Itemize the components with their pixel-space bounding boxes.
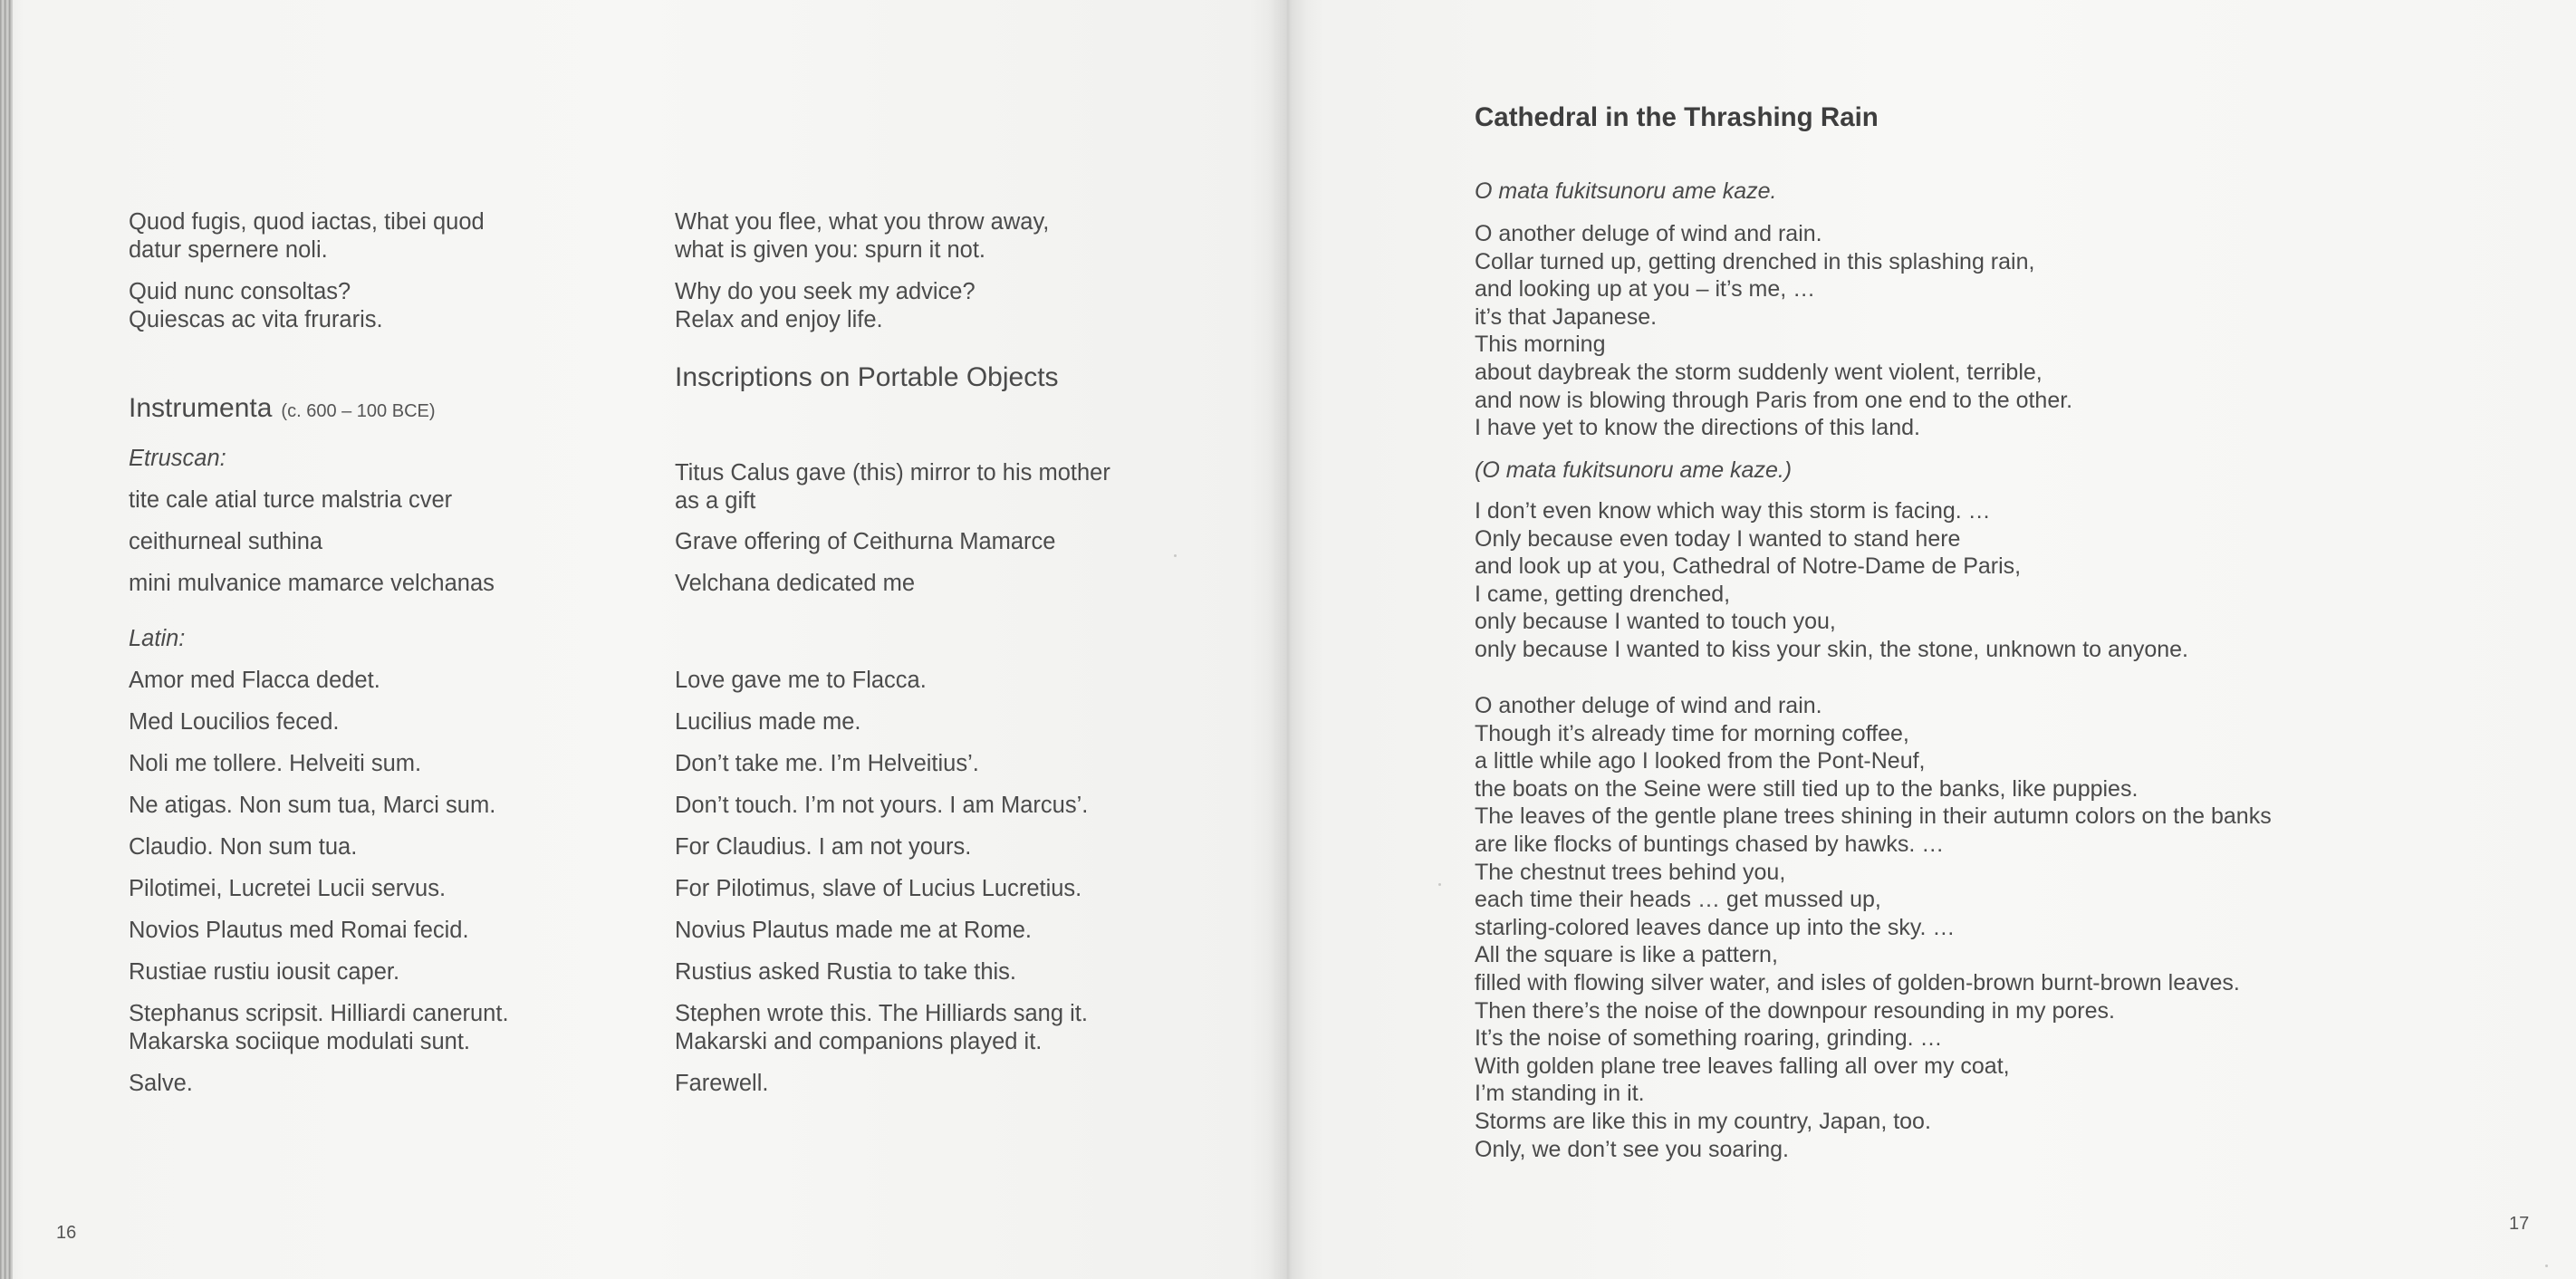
poem-line: Storms are like this in my country, Japan, too. [1475, 1108, 1931, 1134]
poem-line: each time their heads … get mussed up, [1475, 887, 1881, 913]
translation-line: Love gave me to Flacca. [675, 667, 927, 693]
translation-line: Rustius asked Rustia to take this. [675, 958, 1017, 985]
translation-line: Lucilius made me. [675, 708, 861, 735]
poem-line: about daybreak the storm suddenly went violent, terrible, [1475, 359, 2043, 385]
poem-stanza-1 [1475, 220, 2525, 442]
poem-line: I’m standing in it. [1475, 1081, 1645, 1107]
poem-line: With golden plane tree leaves falling all over my coat, [1475, 1053, 2010, 1079]
translation-quote-2: Why do you seek my advice? Relax and enjoy life. [675, 278, 976, 332]
poem-line: and look up at you, Cathedral of Notre-Dame de Paris, [1475, 553, 2022, 580]
paper-speck [1438, 883, 1441, 886]
etruscan-line: tite cale atial turce malstria cver [129, 486, 453, 513]
poem-line: and now is blowing through Paris from one end to the other. [1475, 387, 2073, 413]
translation-line: Titus Calus gave (this) mirror to his mother as a gift [675, 459, 1110, 514]
latin-line: Amor med Flacca dedet. [129, 667, 380, 693]
poem-line: O another deluge of wind and rain. [1475, 221, 1822, 246]
poem-line: are like flocks of buntings chased by hawks. … [1475, 831, 1945, 857]
latin-quote-2: Quid nunc consoltas? Quiescas ac vita fruraris. [129, 278, 383, 332]
poem-line: Only, we don’t see you soaring. [1475, 1136, 1789, 1162]
latin-line: Med Loucilios feced. [129, 708, 340, 735]
poem-line: it’s that Japanese. [1475, 303, 1658, 330]
page-gutter [1268, 0, 1308, 1279]
poem-line: The chestnut trees behind you, [1475, 859, 1786, 885]
translation-quote-1: What you flee, what you throw away, what is given you: spurn it not. [675, 208, 1050, 263]
poem-line: O another deluge of wind and rain. [1475, 693, 1822, 718]
translation-line: Novius Plautus made me at Rome. [675, 917, 1033, 943]
poem-line: a little while ago I looked from the Pont-Neuf, [1475, 748, 1926, 774]
latin-line: Noli me tollere. Helveiti sum. [129, 750, 422, 776]
paper-speck [2545, 1265, 2548, 1267]
translation-line: For Pilotimus, slave of Lucius Lucretius. [675, 875, 1082, 901]
translation-line: Don’t touch. I’m not yours. I am Marcus’. [675, 792, 1089, 818]
poem-line: only because I wanted to kiss your skin, the stone, unknown to anyone. [1475, 636, 2188, 662]
poem-line: All the square is like a pattern, [1475, 942, 1778, 968]
poem-line: filled with flowing silver water, and isles of golden-brown burnt-brown leaves. [1475, 969, 2240, 995]
etruscan-line: mini mulvanice mamarce velchanas [129, 570, 495, 596]
poem-line: Only because even today I wanted to stand here [1475, 525, 1961, 552]
translation-line: Don’t take me. I’m Helveitius’. [675, 750, 979, 776]
latin-line: Rustiae rustiu iousit caper. [129, 958, 400, 985]
poem-line: I don’t even know which way this storm is facing. … [1475, 498, 1991, 524]
poem-line: Then there’s the noise of the downpour resounding in my pores. [1475, 997, 2115, 1024]
page-binding-edge [0, 0, 13, 1279]
section-heading-inscriptions: Inscriptions on Portable Objects [675, 362, 1059, 392]
translation-line: Velchana dedicated me [675, 570, 916, 596]
poem-line: starling-colored leaves dance up into the sky. … [1475, 914, 1956, 940]
poem-title: Cathedral in the Thrashing Rain [1475, 102, 1879, 132]
poem-line: the boats on the Seine were still tied up to the banks, like puppies. [1475, 775, 2139, 802]
latin-label: Latin: [129, 625, 186, 651]
latin-line: Ne atigas. Non sum tua, Marci sum. [129, 792, 496, 818]
translation-line: Farewell. [675, 1070, 769, 1096]
translation-line: For Claudius. I am not yours. [675, 833, 972, 860]
page-number-right: 17 [2509, 1214, 2530, 1234]
poem-line: I have yet to know the directions of this land. [1475, 415, 1920, 441]
etruscan-label: Etruscan: [129, 445, 226, 471]
latin-line: Salve. [129, 1070, 193, 1096]
latin-line: Novios Plautus med Romai fecid. [129, 917, 469, 943]
poem-line: This morning [1475, 332, 1606, 358]
section-heading-instrumenta [129, 362, 436, 427]
latin-line: Claudio. Non sum tua. [129, 833, 358, 860]
paper-speck [1174, 554, 1177, 557]
section-date-note: (c. 600 – 100 BCE) [281, 401, 436, 421]
poem-line: and looking up at you – it’s me, … [1475, 276, 1816, 303]
poem-refrain-block [1475, 457, 2525, 485]
page-number-left: 16 [56, 1223, 77, 1243]
latin-line: Pilotimei, Lucretei Lucii servus. [129, 875, 447, 901]
poem-line: The leaves of the gentle plane trees shining in their autumn colors on the banks [1475, 803, 2272, 830]
poem-line: only because I wanted to touch you, [1475, 609, 1836, 635]
poem-line: I came, getting drenched, [1475, 581, 1731, 607]
poem-line: It’s the noise of something roaring, grinding. … [1475, 1025, 1943, 1052]
poem-refrain: (O mata fukitsunoru ame kaze.) [1475, 457, 1793, 483]
section-title: Instrumenta [129, 393, 273, 423]
latin-quote-1: Quod fugis, quod iactas, tibei quod datur spernere noli. [129, 208, 485, 263]
etruscan-line: ceithurneal suthina [129, 528, 323, 554]
poem-refrain: O mata fukitsunoru ame kaze. [1475, 178, 1777, 204]
translation-line: Grave offering of Ceithurna Mamarce [675, 528, 1056, 554]
poem-line: Though it’s already time for morning coffee, [1475, 720, 1909, 746]
poem-stanza-2 [1475, 497, 2525, 664]
poem-stanza-3 [1475, 692, 2525, 1163]
poem-body [1475, 178, 2525, 206]
poem-line: Collar turned up, getting drenched in this splashing rain, [1475, 248, 2035, 274]
latin-line: Stephanus scripsit. Hilliardi canerunt. Makarska sociique modulati sunt. [129, 1000, 509, 1054]
translation-line: Stephen wrote this. The Hilliards sang it. Makarski and companions played it. [675, 1000, 1088, 1054]
